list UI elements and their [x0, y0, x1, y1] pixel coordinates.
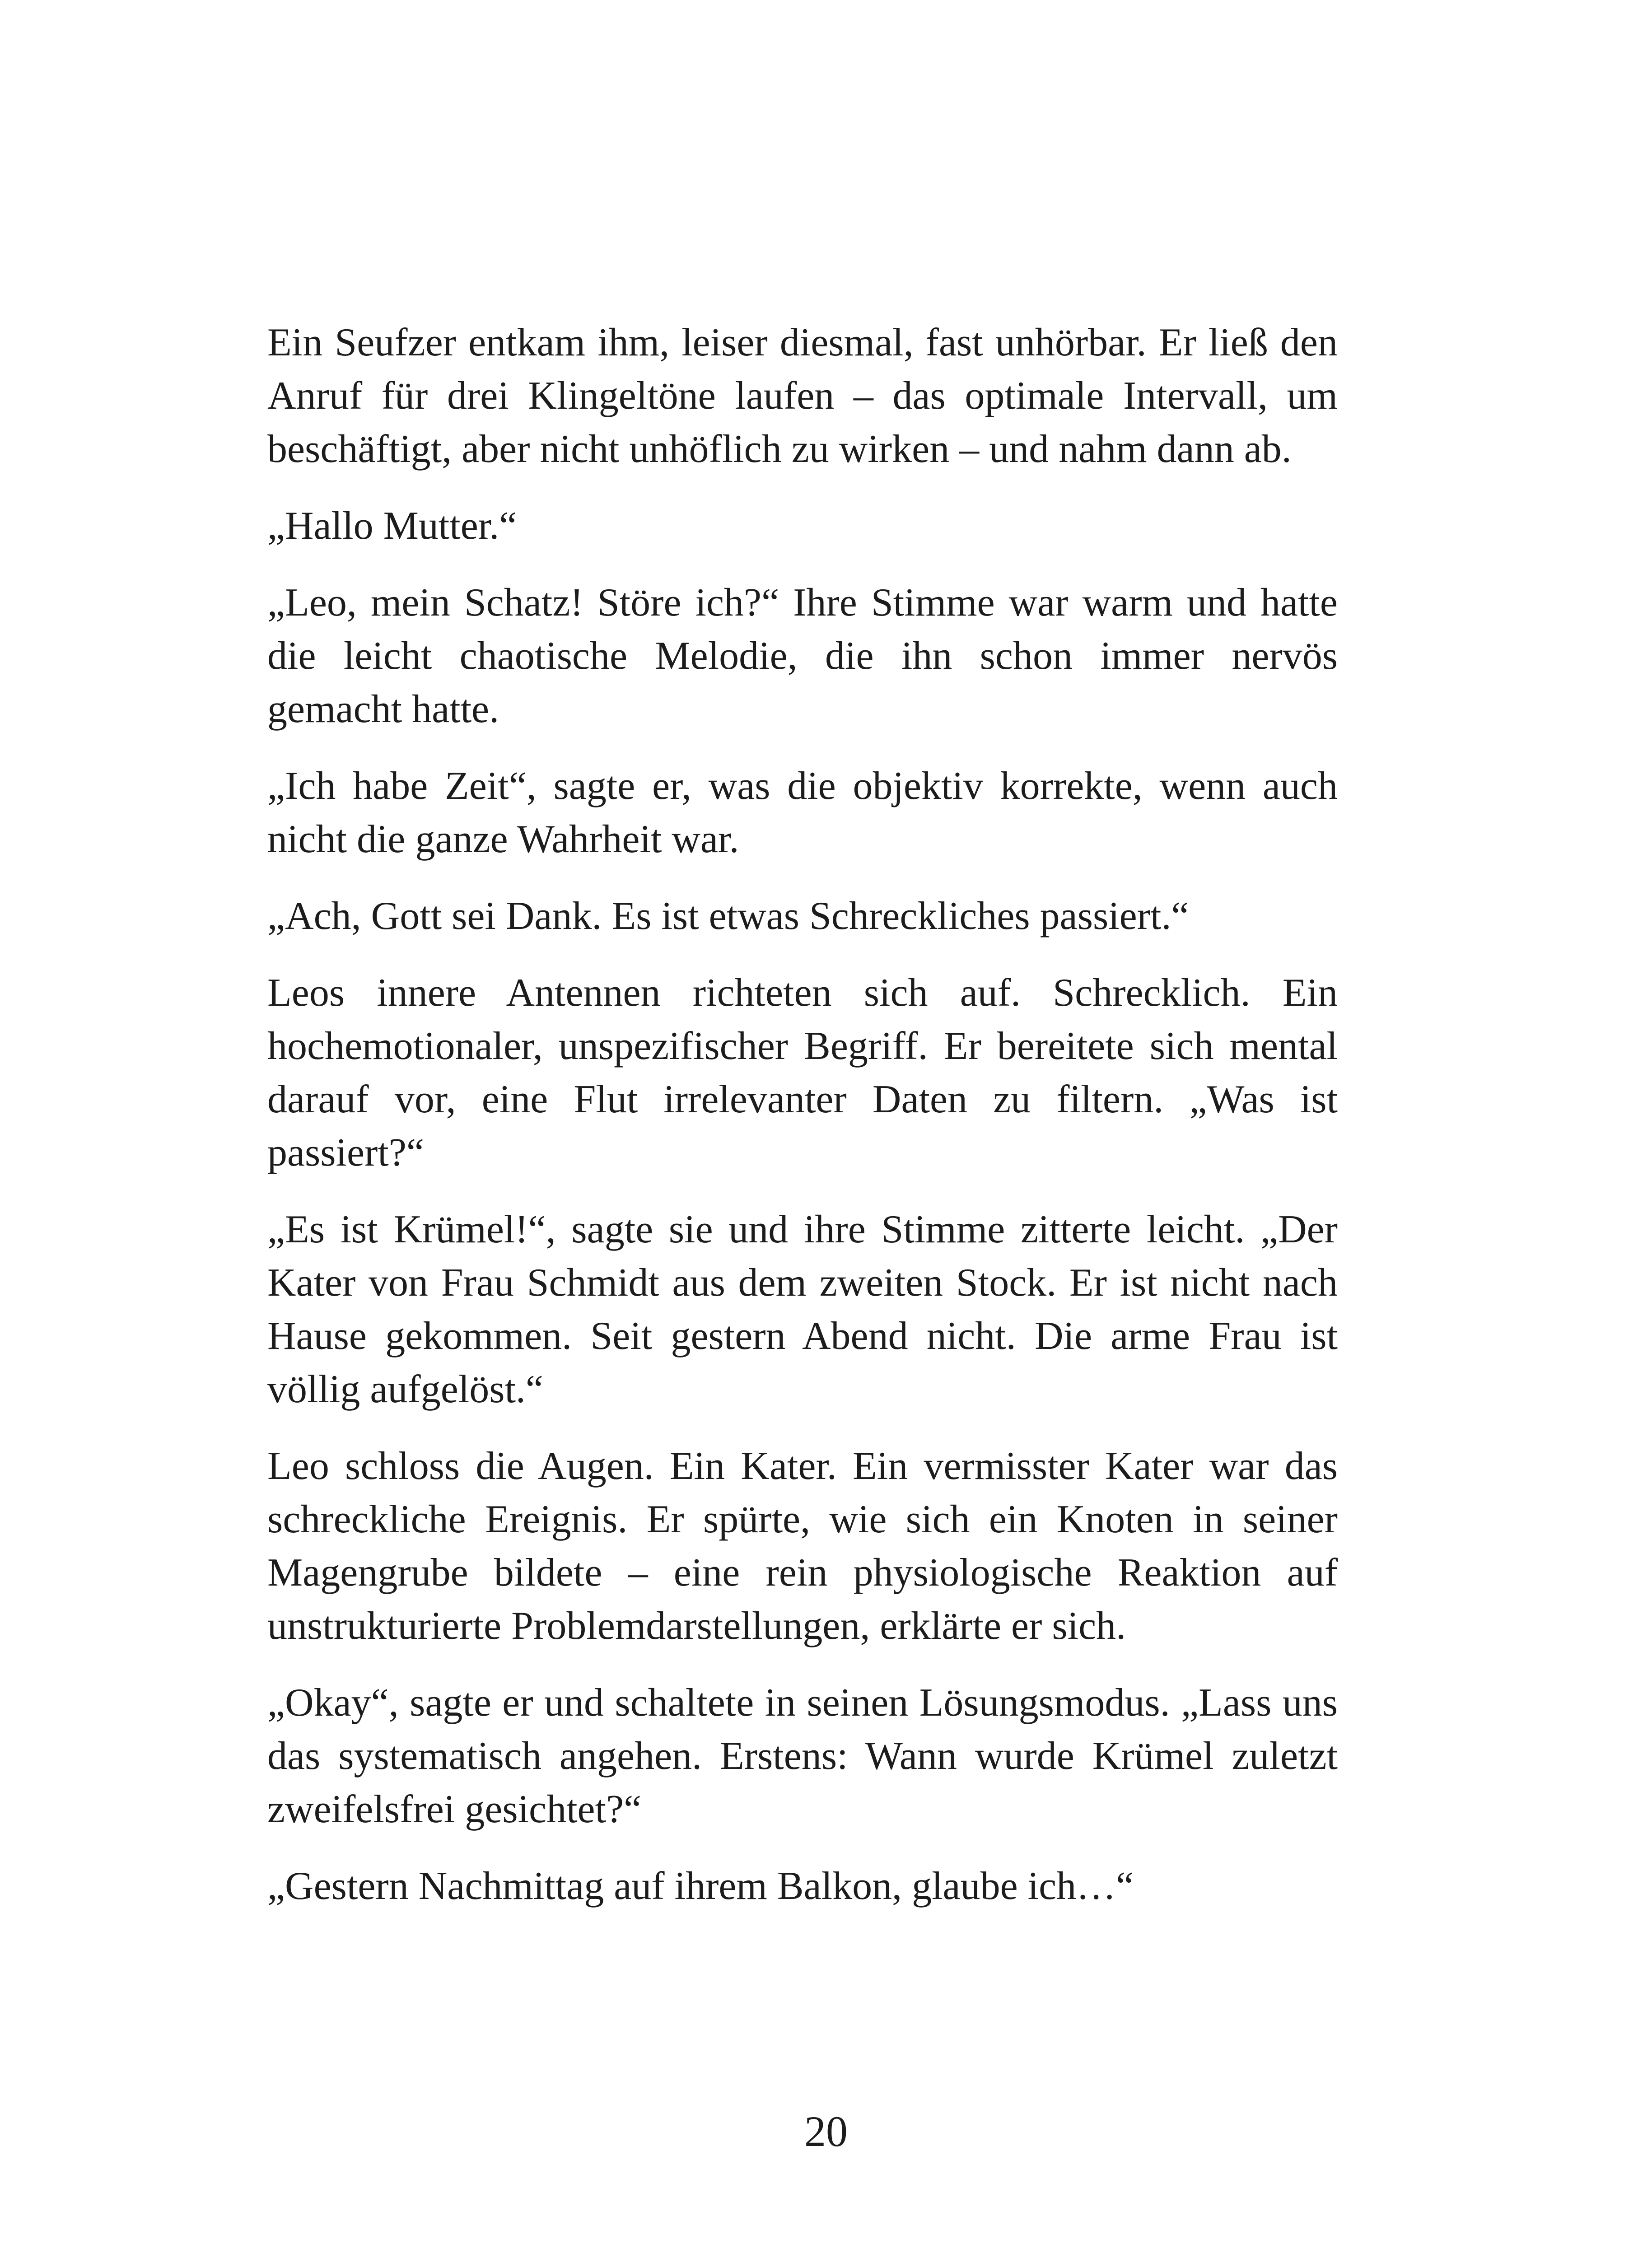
body-text — [267, 316, 1338, 1936]
paragraph: „Okay“, sagte er und schaltete in seinen Lösungsmodus. „Lass uns das systematisch angehen. Erstens: Wann wurde Krümel zuletzt zweifelsfrei gesichtet?“ — [267, 1681, 1338, 1831]
paragraph: „Hallo Mutter.“ — [267, 504, 517, 548]
paragraph: „Leo, mein Schatz! Störe ich?“ Ihre Stimme war warm und hatte die leicht chaotische Melodie, die ihn schon immer nervös gemacht hatte. — [267, 581, 1338, 731]
paragraph: Leos innere Antennen richteten sich auf. Schrecklich. Ein hochemotionaler, unspezifischer Begriff. Er bereitete sich mental darauf vor, eine Flut irrelevanter Daten zu filtern. „Was ist passiert?“ — [267, 971, 1338, 1175]
paragraph: Leo schloss die Augen. Ein Kater. Ein vermisster Kater war das schreckliche Ereignis. Er spürte, wie sich ein Knoten in seiner Magengrube bildete – eine rein physiologische Reaktion auf unstrukturierte Problemdarstellungen, erklärte er sich. — [267, 1444, 1338, 1648]
paragraph: Ein Seufzer entkam ihm, leiser diesmal, fast unhörbar. Er ließ den Anruf für drei Klingeltöne laufen – das optimale Intervall, um beschäftigt, aber nicht unhöflich zu wirken – und nahm dann ab. — [267, 321, 1338, 471]
paragraph: „Ich habe Zeit“, sagte er, was die objektiv korrekte, wenn auch nicht die ganze Wahrheit war. — [267, 764, 1338, 861]
paragraph: „Ach, Gott sei Dank. Es ist etwas Schreckliches passiert.“ — [267, 894, 1189, 938]
paragraph: „Es ist Krümel!“, sagte sie und ihre Stimme zitterte leicht. „Der Kater von Frau Schmidt aus dem zweiten Stock. Er ist nicht nach Hause gekommen. Seit gestern Abend nicht. Die arme Frau ist völlig aufgelöst.“ — [267, 1208, 1338, 1411]
paragraph: „Gestern Nachmittag auf ihrem Balkon, glaube ich…“ — [267, 1864, 1134, 1908]
page-number: 20 — [804, 2107, 848, 2155]
